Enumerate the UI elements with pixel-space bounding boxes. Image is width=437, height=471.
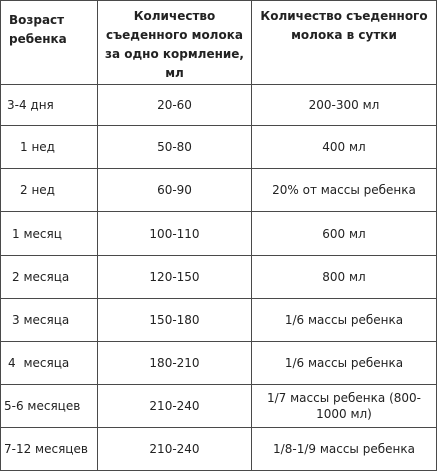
cell-per-day: 1/7 массы ребенка (800-1000 мл) (252, 385, 437, 428)
cell-per-feed: 20-60 (98, 85, 252, 126)
cell-per-day: 800 мл (252, 256, 437, 299)
cell-age: 2 месяца (1, 256, 98, 299)
cell-per-day: 1/6 массы ребенка (252, 299, 437, 342)
cell-age: 4 месяца (1, 342, 98, 385)
cell-per-day: 600 мл (252, 212, 437, 256)
cell-per-feed: 120-150 (98, 256, 252, 299)
table-row (1, 169, 437, 212)
cell-per-feed: 150-180 (98, 299, 252, 342)
table-row (1, 385, 437, 428)
header-row (1, 1, 437, 85)
cell-per-day: 400 мл (252, 126, 437, 169)
cell-age: 7-12 месяцев (1, 428, 98, 471)
cell-per-feed: 210-240 (98, 385, 252, 428)
cell-per-day: 200-300 мл (252, 85, 437, 126)
table-row (1, 342, 437, 385)
cell-per-day: 1/6 массы ребенка (252, 342, 437, 385)
cell-age: 1 месяц (1, 212, 98, 256)
cell-age: 3-4 дня (1, 85, 98, 126)
cell-per-feed: 50-80 (98, 126, 252, 169)
table-row (1, 256, 437, 299)
cell-age: 1 нед (1, 126, 98, 169)
cell-per-feed: 100-110 (98, 212, 252, 256)
table-row (1, 299, 437, 342)
table-row (1, 85, 437, 126)
cell-per-feed: 60-90 (98, 169, 252, 212)
cell-per-feed: 210-240 (98, 428, 252, 471)
cell-age: 2 нед (1, 169, 98, 212)
table-row (1, 212, 437, 256)
cell-age: 5-6 месяцев (1, 385, 98, 428)
cell-per-day: 20% от массы ребенка (252, 169, 437, 212)
cell-per-day: 1/8-1/9 массы ребенка (252, 428, 437, 471)
header-per-feed: Количество съеденного молока за одно кормление, мл (98, 1, 252, 85)
table-row (1, 126, 437, 169)
cell-per-feed: 180-210 (98, 342, 252, 385)
header-per-day: Количество съеденного молока в сутки (252, 1, 437, 85)
table-row (1, 428, 437, 471)
cell-age: 3 месяца (1, 299, 98, 342)
header-age: Возраст ребенка (1, 1, 98, 85)
